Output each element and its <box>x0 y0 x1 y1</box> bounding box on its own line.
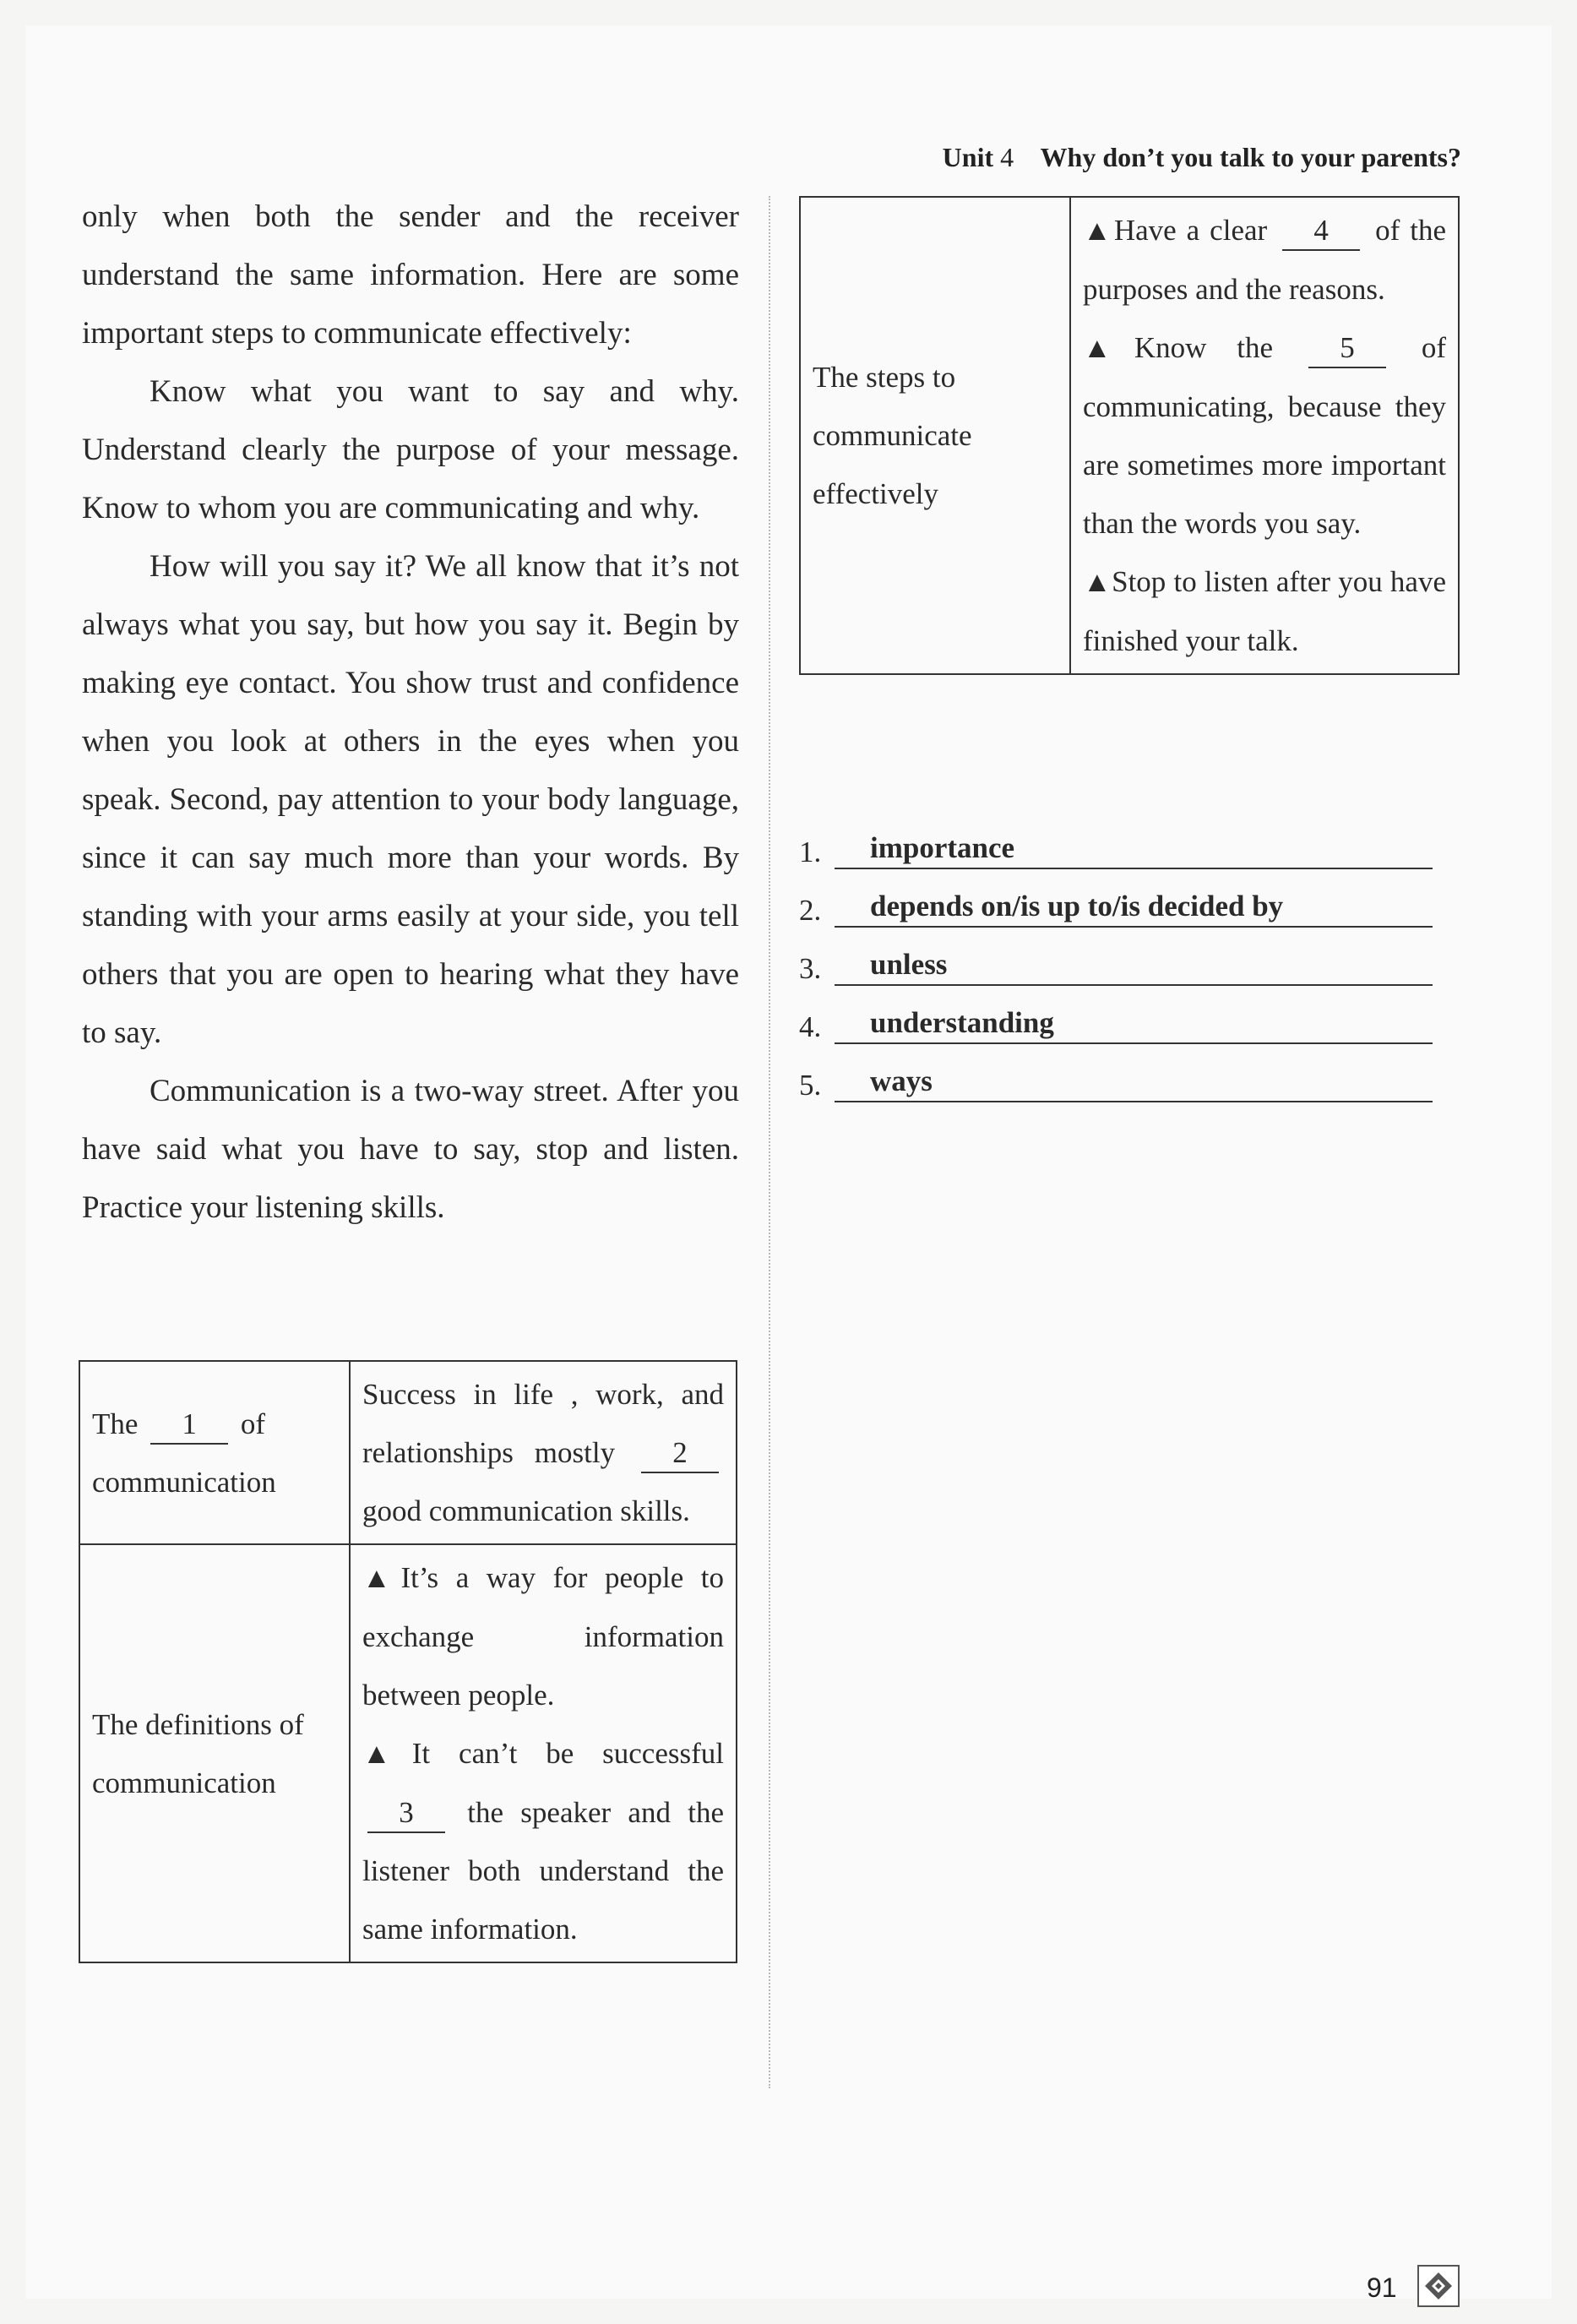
answer-text: depends on/is up to/is decided by <box>835 887 1433 928</box>
content-text: Success in life , work, and relationships mostly <box>362 1378 724 1469</box>
answer-list <box>799 811 1433 1102</box>
passage-paragraph: only when both the sender and the receiver understand the same information. Here are some important steps to communicate effectively: <box>82 199 739 351</box>
bullet-item <box>1083 318 1446 552</box>
summary-table-2 <box>799 196 1460 675</box>
bullet-text: Stop to listen after you have finished your talk. <box>1083 565 1447 657</box>
passage-paragraph: How will you say it? We all know that it’s not always what you say, but how you say it. Begin by making eye contact. You show trust and confidence when you look at others in the eyes when you speak. Second, pay attention to your body language, since it can say much more than your words. By standing with your arms easily at your side, you tell others that you are open to hearing what they have to say. <box>82 549 739 1050</box>
table-label-cell: The steps to communicate effectively <box>800 197 1070 674</box>
answer-item <box>799 928 1433 986</box>
triangle-bullet-icon: ▲ <box>1083 567 1112 598</box>
triangle-bullet-icon: ▲ <box>362 1739 412 1770</box>
answer-item <box>799 986 1433 1044</box>
blank-4: 4 <box>1282 212 1360 251</box>
table-label-cell: The definitions of communication <box>79 1544 350 1962</box>
table-content-cell <box>350 1361 737 1544</box>
answer-number: 2. <box>799 894 822 927</box>
answer-number: 3. <box>799 952 822 985</box>
table-content-cell <box>1070 197 1459 674</box>
column-divider <box>769 196 770 2088</box>
bullet-text: of the purposes and the reasons. <box>1083 214 1446 306</box>
answer-item <box>799 1044 1433 1102</box>
reading-passage <box>82 188 739 1237</box>
bullet-text: of communicating, because they are sometimes more important than the words you say. <box>1083 331 1446 540</box>
blank-2: 2 <box>641 1434 719 1473</box>
unit-label: Unit <box>942 142 994 172</box>
label-text: The <box>92 1407 139 1440</box>
summary-table-1 <box>79 1360 737 1963</box>
answer-item <box>799 869 1433 928</box>
table-row <box>79 1544 737 1962</box>
diamond-icon <box>1417 2265 1460 2307</box>
triangle-bullet-icon: ▲ <box>1083 333 1134 364</box>
bullet-text: It can’t be successful <box>411 1737 724 1770</box>
passage-paragraph: Communication is a two-way street. After you have said what you have to say, stop and listen. Practice your listening skills. <box>82 1074 739 1225</box>
answer-number: 4. <box>799 1010 822 1043</box>
bullet-item <box>362 1724 724 1958</box>
table-row <box>79 1361 737 1544</box>
answer-text: unless <box>835 945 1433 986</box>
table-content-cell <box>350 1544 737 1962</box>
bullet-item <box>362 1548 724 1724</box>
page-header <box>894 142 1461 173</box>
passage-paragraph: Know what you want to say and why. Understand clearly the purpose of your message. Know to whom you are communicating and why. <box>82 374 739 525</box>
unit-title: Why don’t you talk to your parents? <box>1040 142 1461 172</box>
table-row <box>800 197 1459 674</box>
unit-number: 4 <box>1000 142 1014 172</box>
blank-5: 5 <box>1308 329 1386 368</box>
answer-text: importance <box>835 829 1433 869</box>
page-number: 91 <box>1367 2272 1397 2303</box>
bullet-item <box>1083 552 1446 670</box>
bullet-text: It’s a way for people to exchange information between people. <box>362 1561 724 1712</box>
bullet-item <box>1083 201 1446 318</box>
answer-number: 5. <box>799 1069 822 1102</box>
blank-1: 1 <box>150 1406 228 1445</box>
table-label-cell <box>79 1361 350 1544</box>
content-text: good communication skills. <box>362 1494 690 1527</box>
answer-text: ways <box>835 1062 1433 1102</box>
blank-3: 3 <box>367 1794 445 1833</box>
answer-number: 1. <box>799 835 822 868</box>
answer-item <box>799 811 1433 869</box>
bullet-text: Have a clear <box>1113 214 1268 247</box>
answer-text: understanding <box>835 1004 1433 1044</box>
label-text: of communication <box>92 1407 276 1499</box>
triangle-bullet-icon: ▲ <box>362 1563 401 1594</box>
bullet-text: the speaker and the listener both understand the same information. <box>362 1796 724 1946</box>
bullet-text: Know the <box>1134 331 1274 364</box>
triangle-bullet-icon: ▲ <box>1083 215 1114 247</box>
